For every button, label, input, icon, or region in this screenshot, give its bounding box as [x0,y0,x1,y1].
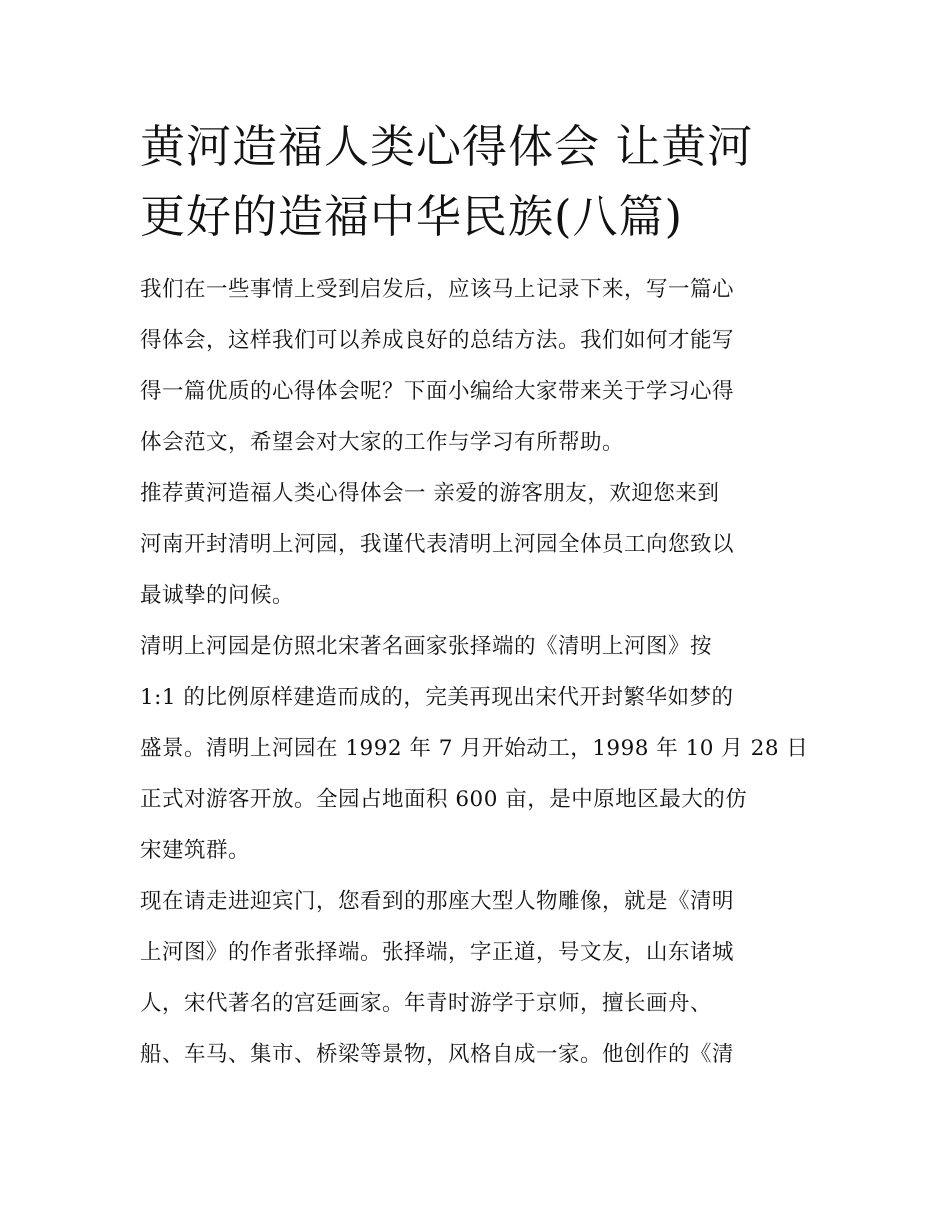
text-line: 船、车马、集市、桥梁等景物，风格自成一家。他创作的《清 [140,1042,735,1067]
text-line: 盛景。清明上河园在 1992 年 7 月开始动工，1998 年 10 月 28 日 [140,736,809,761]
text-line: 正式对游客开放。全园占地面积 600 亩，是中原地区最大的仿 [140,787,748,812]
text-line: 河南开封清明上河园，我谨代表清明上河园全体员工向您致以 [140,532,735,557]
title-line-1: 黄河造福人类心得体会 让黄河 [140,120,754,173]
paragraph-intro [140,264,812,468]
document-body [140,112,812,1080]
text-line: 人，宋代著名的宫廷画家。年青时游学于京师，擅长画舟、 [140,991,713,1016]
text-line: 1:1 的比例原样建造而成的，完美再现出宋代开封繁华如梦的 [140,685,734,710]
paragraph-park-history [140,621,812,876]
text-line: 得体会，这样我们可以养成良好的总结方法。我们如何才能写 [140,328,735,353]
paragraph-statue [140,876,812,1080]
text-line: 清明上河园是仿照北宋著名画家张择端的《清明上河图》按 [140,634,713,659]
text-line: 最诚挚的问候。 [140,583,295,608]
text-line: 体会范文，希望会对大家的工作与学习有所帮助。 [140,430,625,455]
title-line-2: 更好的造福中华民族(八篇) [140,190,684,243]
text-line: 现在请走进迎宾门，您看到的那座大型人物雕像，就是《清明 [140,889,735,914]
text-line: 我们在一些事情上受到启发后，应该马上记录下来，写一篇心 [140,277,735,302]
text-line: 推荐黄河造福人类心得体会一 亲爱的游客朋友，欢迎您来到 [140,481,720,506]
document-title [140,112,812,252]
text-line: 得一篇优质的心得体会呢？下面小编给大家带来关于学习心得 [140,379,735,404]
paragraph-welcome [140,468,812,621]
text-line: 宋建筑群。 [140,838,251,863]
text-line: 上河图》的作者张择端。张择端，字正道，号文友，山东诸城 [140,940,735,965]
